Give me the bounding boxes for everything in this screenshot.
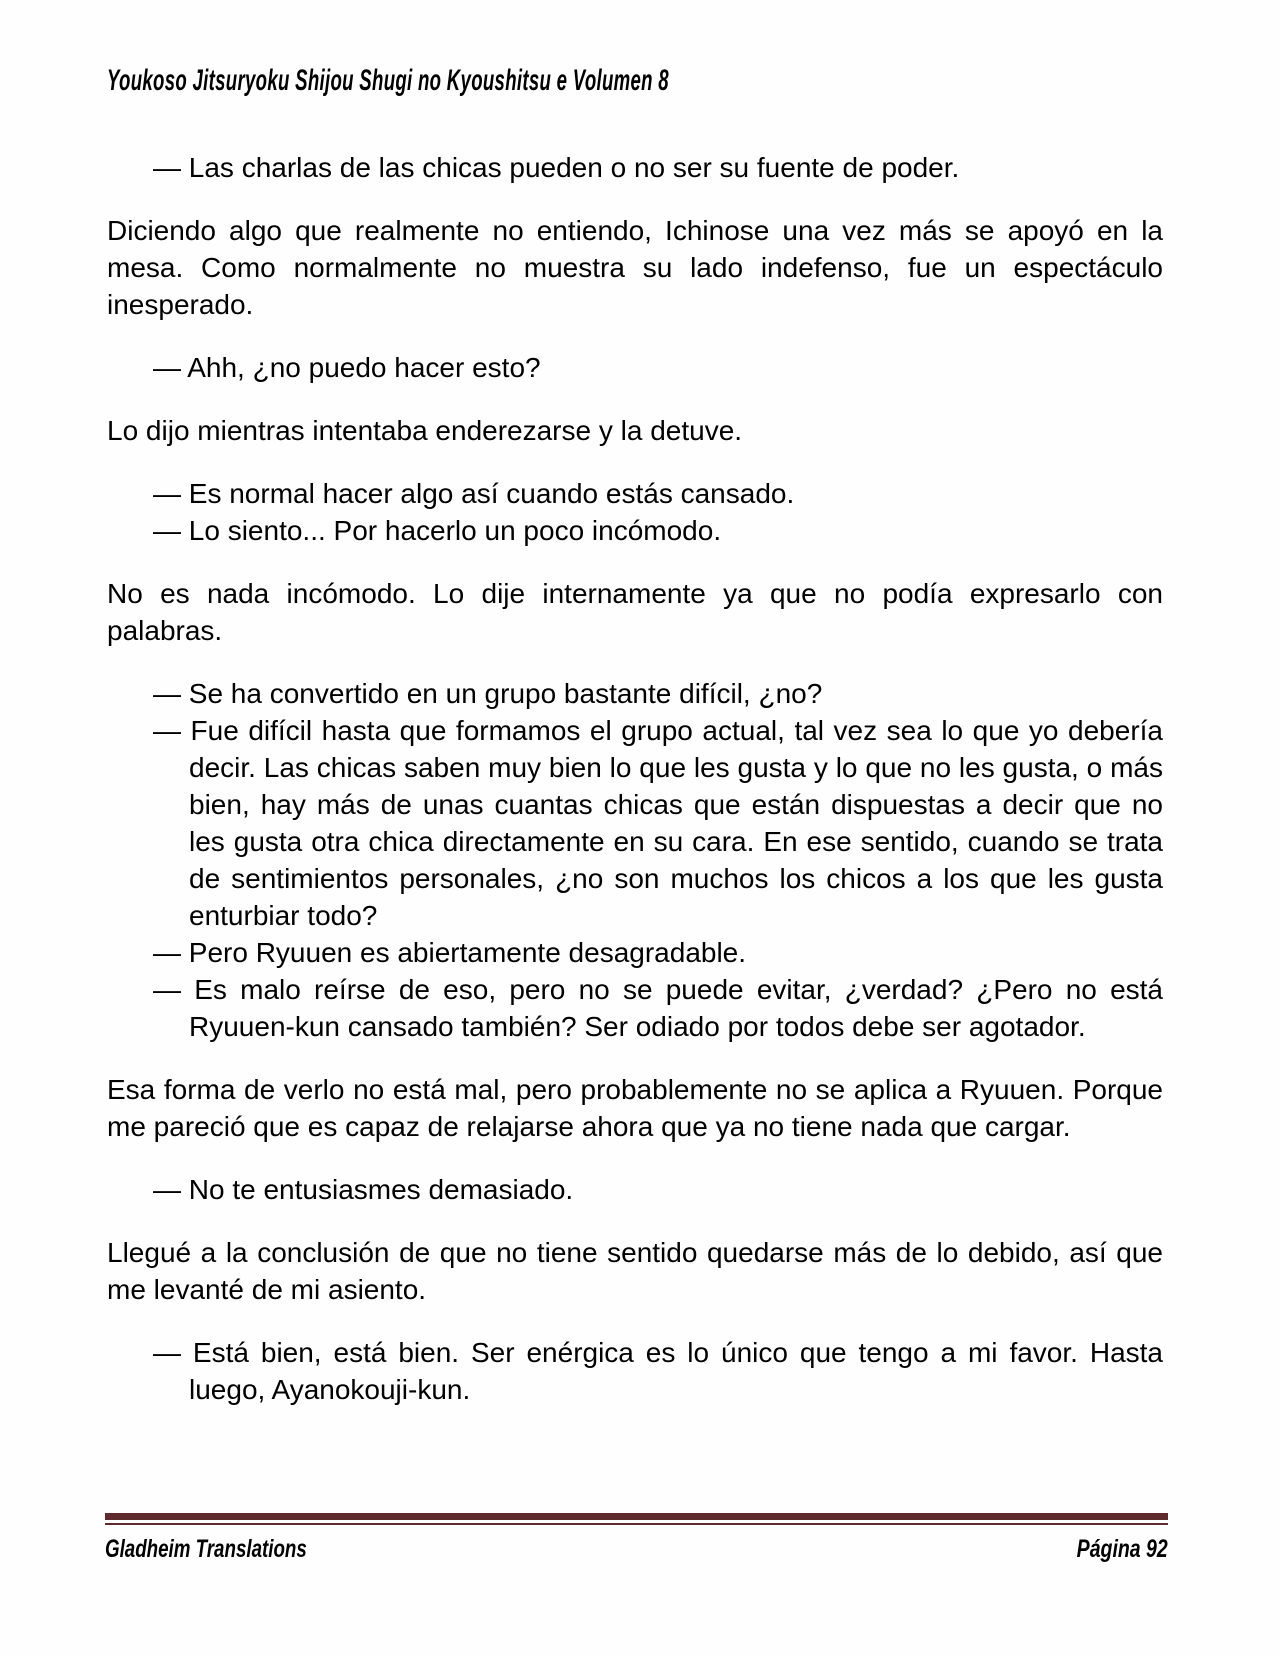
- page-body: [107, 0, 1163, 1434]
- paragraph: Lo dijo mientras intentaba enderezarse y la detuve.: [107, 415, 743, 446]
- dialogue-line: — Se ha convertido en un grupo bastante difícil, ¿no?: [153, 678, 823, 709]
- footer-rule: [105, 1513, 1168, 1525]
- dialogue-line: — No te entusiasmes demasiado.: [153, 1174, 574, 1205]
- page-footer: [105, 1513, 1168, 1564]
- footer-page-number: Página 92: [1076, 1535, 1168, 1563]
- dialogue-line: — Las charlas de las chicas pueden o no ser su fuente de poder.: [153, 152, 960, 183]
- paragraph: Llegué a la conclusión de que no tiene sentido quedarse más de lo debido, así que me levanté de mi asiento.: [107, 1237, 1163, 1305]
- paragraph: Diciendo algo que realmente no entiendo, Ichinose una vez más se apoyó en la mesa. Como normalmente no muestra su lado indefenso, fue un espectáculo inesperado.: [107, 215, 1163, 320]
- dialogue-group: [107, 675, 1163, 1045]
- page-title: Youkoso Jitsuryoku Shijou Shugi no Kyoushitsu e Volumen 8: [107, 64, 669, 97]
- paragraph: No es nada incómodo. Lo dije internamente ya que no podía expresarlo con palabras.: [107, 578, 1163, 646]
- dialogue-line: — Fue difícil hasta que formamos el grupo actual, tal vez sea lo que yo debería decir. Las chicas saben muy bien lo que les gusta y lo que no les gusta, o más bien, hay más de unas cuantas chicas que están dispuestas a decir que no les gusta otra chica directamente en su cara. En ese sentido, cuando se trata de sentimientos personales, ¿no son muchos los chicos a los que les gusta enturbiar todo?: [153, 715, 1163, 931]
- footer-translator-name: Gladheim Translations: [105, 1535, 307, 1563]
- paragraph: Esa forma de verlo no está mal, pero probablemente no se aplica a Ryuuen. Porque me pareció que es capaz de relajarse ahora que ya no tiene nada que cargar.: [107, 1074, 1163, 1142]
- footer-row: [105, 1534, 1168, 1564]
- dialogue-line: — Es malo reírse de eso, pero no se puede evitar, ¿verdad? ¿Pero no está Ryuuen-kun cansado también? Ser odiado por todos debe ser agotador.: [153, 974, 1163, 1042]
- dialogue-line: — Está bien, está bien. Ser enérgica es lo único que tengo a mi favor. Hasta luego, Ayanokouji-kun.: [153, 1337, 1163, 1405]
- dialogue-line: — Lo siento... Por hacerlo un poco incómodo.: [153, 515, 722, 546]
- dialogue-line: — Ahh, ¿no puedo hacer esto?: [153, 352, 541, 383]
- dialogue-line: — Es normal hacer algo así cuando estás cansado.: [153, 478, 795, 509]
- dialogue-group: [107, 475, 1163, 549]
- dialogue-line: — Pero Ryuuen es abiertamente desagradable.: [153, 937, 747, 968]
- text-column: [107, 149, 1163, 1408]
